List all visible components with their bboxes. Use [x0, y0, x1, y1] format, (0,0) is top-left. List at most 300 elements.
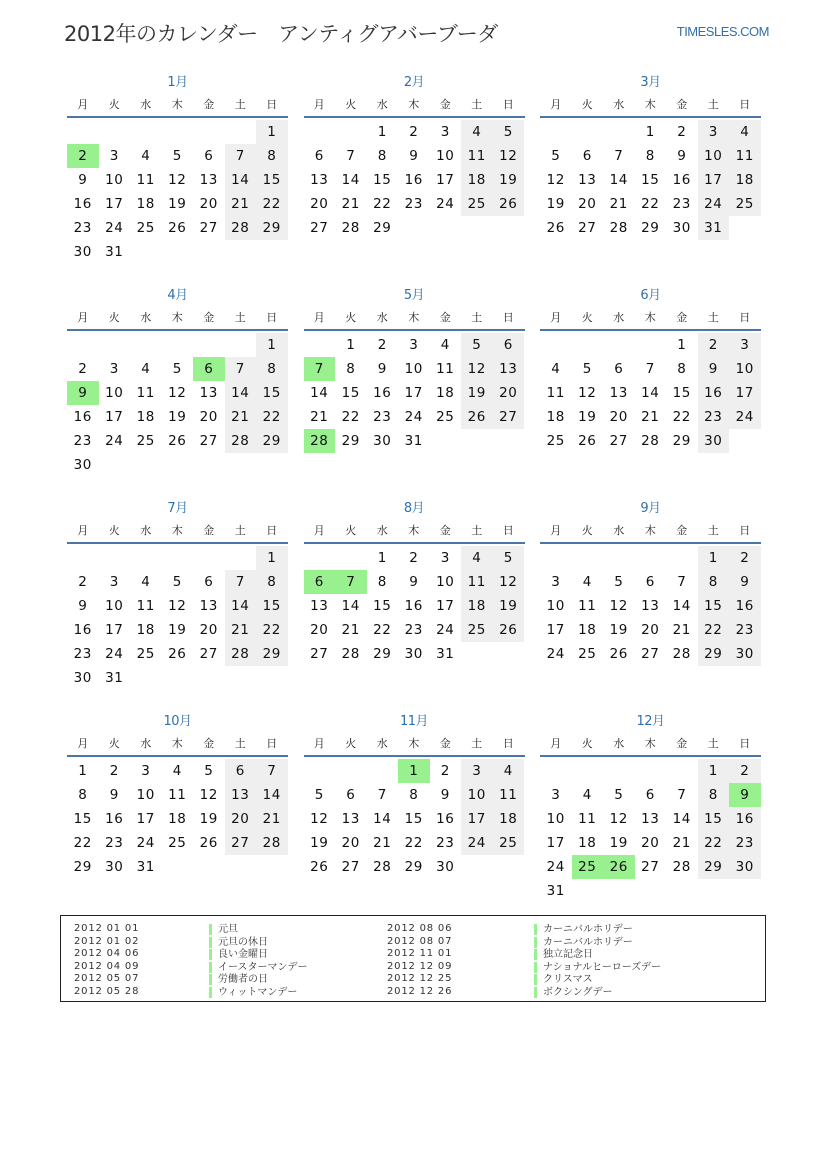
weekday-label: 日 [739, 737, 751, 750]
day-cell: 18 [493, 807, 525, 831]
day-grid [540, 546, 761, 666]
day-cell: 14 [609, 172, 628, 188]
day-cell: 30 [698, 429, 730, 453]
day-cell: 31 [105, 244, 124, 260]
day-cell: 11 [136, 172, 155, 188]
day-cell: 24 [105, 433, 124, 449]
month-calendar [540, 711, 761, 924]
day-cell: 5 [172, 148, 182, 164]
day-cell: 20 [641, 622, 660, 638]
day-cell: 12 [609, 598, 628, 614]
brand-logo-text[interactable]: TIMESLES.COM [676, 24, 769, 39]
day-cell: 25 [436, 409, 455, 425]
day-cell: 5 [493, 120, 525, 144]
weekday-label: 土 [707, 98, 719, 111]
day-cell: 12 [168, 172, 187, 188]
empty-cell [304, 546, 336, 570]
empty-cell [67, 333, 99, 357]
legend-row [74, 973, 414, 986]
day-cell: 10 [436, 148, 455, 164]
day-cell: 13 [578, 172, 597, 188]
day-cell: 31 [698, 216, 730, 240]
day-cell: 22 [256, 192, 288, 216]
legend-row [74, 961, 414, 974]
day-cell: 13 [225, 783, 257, 807]
day-cell: 25 [578, 646, 597, 662]
day-cell: 25 [168, 835, 187, 851]
day-cell: 6 [645, 787, 655, 803]
weekday-label: 金 [439, 98, 451, 111]
day-cell: 29 [341, 433, 360, 449]
day-cell: 7 [677, 787, 687, 803]
day-cell: 26 [578, 433, 597, 449]
day-cell: 16 [73, 409, 92, 425]
day-cell: 30 [436, 859, 455, 875]
weekday-label: 木 [408, 311, 420, 324]
day-cell: 7 [225, 357, 257, 381]
weekday-label: 木 [171, 311, 183, 324]
month-calendar [67, 285, 288, 498]
day-cell: 5 [614, 787, 624, 803]
day-cell: 26 [493, 192, 525, 216]
day-cell: 5 [461, 333, 493, 357]
weekday-label: 月 [77, 98, 89, 111]
day-cell: 12 [310, 811, 329, 827]
month-calendar [540, 285, 761, 498]
day-cell: 31 [546, 883, 565, 899]
day-cell: 21 [672, 622, 691, 638]
legend-row [387, 986, 727, 999]
day-cell: 13 [341, 811, 360, 827]
weekday-label: 火 [581, 737, 593, 750]
day-cell: 18 [136, 622, 155, 638]
holiday-day-cell: 7 [304, 357, 336, 381]
day-cell: 13 [310, 598, 329, 614]
holiday-name: 元旦の休日 [209, 937, 268, 948]
empty-cell [335, 120, 367, 144]
day-cell: 9 [440, 787, 450, 803]
day-cell: 27 [199, 220, 218, 236]
day-cell: 30 [73, 457, 92, 473]
weekday-label: 水 [613, 311, 625, 324]
day-cell: 16 [404, 172, 423, 188]
weekday-label: 金 [439, 524, 451, 537]
day-cell: 15 [641, 172, 660, 188]
day-cell: 24 [105, 646, 124, 662]
month-title: 9月 [640, 501, 661, 516]
day-cell: 30 [373, 433, 392, 449]
day-cell: 14 [341, 172, 360, 188]
month-title: 4月 [167, 288, 188, 303]
day-grid [67, 546, 288, 690]
day-cell: 20 [609, 409, 628, 425]
month-calendar [304, 285, 525, 498]
legend-row [387, 936, 727, 949]
weekday-header [67, 94, 288, 116]
weekday-label: 月 [550, 737, 562, 750]
weekday-label: 水 [140, 98, 152, 111]
day-cell: 20 [199, 622, 218, 638]
day-cell: 12 [168, 598, 187, 614]
day-cell: 22 [256, 618, 288, 642]
day-cell: 9 [409, 574, 419, 590]
empty-cell [162, 546, 194, 570]
day-cell: 16 [105, 811, 124, 827]
day-cell: 20 [225, 807, 257, 831]
day-cell: 29 [373, 646, 392, 662]
day-cell: 7 [614, 148, 624, 164]
empty-cell [99, 120, 131, 144]
weekday-label: 木 [644, 98, 656, 111]
day-cell: 16 [73, 196, 92, 212]
day-cell: 6 [225, 759, 257, 783]
weekday-label: 木 [644, 737, 656, 750]
day-cell: 15 [698, 807, 730, 831]
day-cell: 25 [136, 433, 155, 449]
day-cell: 27 [493, 405, 525, 429]
day-cell: 22 [373, 196, 392, 212]
day-cell: 24 [105, 220, 124, 236]
day-cell: 4 [461, 120, 493, 144]
day-cell: 20 [310, 622, 329, 638]
empty-cell [666, 546, 698, 570]
day-cell: 28 [672, 859, 691, 875]
day-cell: 23 [373, 409, 392, 425]
holiday-date: 2012 04 06 [74, 948, 140, 959]
day-cell: 1 [698, 546, 730, 570]
day-cell: 10 [546, 598, 565, 614]
day-cell: 18 [578, 622, 597, 638]
day-cell: 21 [609, 196, 628, 212]
day-cell: 19 [168, 409, 187, 425]
weekday-label: 水 [613, 524, 625, 537]
weekday-label: 金 [203, 524, 215, 537]
weekday-label: 日 [266, 737, 278, 750]
day-cell: 26 [310, 859, 329, 875]
day-grid [304, 120, 525, 240]
weekday-label: 木 [644, 311, 656, 324]
day-cell: 3 [551, 787, 561, 803]
weekday-label: 土 [471, 311, 483, 324]
day-cell: 22 [698, 618, 730, 642]
weekday-label: 土 [234, 98, 246, 111]
day-cell: 15 [404, 811, 423, 827]
day-cell: 12 [199, 787, 218, 803]
day-cell: 28 [341, 220, 360, 236]
weekday-label: 土 [707, 311, 719, 324]
empty-cell [540, 333, 572, 357]
weekday-label: 火 [108, 98, 120, 111]
day-cell: 15 [256, 594, 288, 618]
weekday-label: 月 [77, 311, 89, 324]
day-cell: 29 [698, 642, 730, 666]
day-cell: 2 [377, 337, 387, 353]
day-cell: 24 [436, 196, 455, 212]
day-cell: 16 [373, 385, 392, 401]
weekday-label: 土 [471, 737, 483, 750]
day-cell: 24 [729, 405, 761, 429]
day-cell: 18 [136, 196, 155, 212]
weekday-label: 月 [77, 737, 89, 750]
day-cell: 29 [256, 429, 288, 453]
month-title: 8月 [403, 501, 425, 516]
day-cell: 18 [578, 835, 597, 851]
day-cell: 24 [546, 646, 565, 662]
month-calendar [304, 711, 525, 924]
weekday-label: 月 [313, 737, 325, 750]
day-cell: 30 [729, 855, 761, 879]
holiday-day-cell: 7 [335, 570, 367, 594]
day-cell: 15 [373, 172, 392, 188]
day-cell: 10 [698, 144, 730, 168]
day-cell: 12 [168, 385, 187, 401]
empty-cell [130, 546, 162, 570]
day-cell: 15 [373, 598, 392, 614]
weekday-header [67, 733, 288, 755]
day-cell: 7 [677, 574, 687, 590]
empty-cell [193, 333, 225, 357]
weekday-label: 火 [108, 524, 120, 537]
day-cell: 25 [136, 646, 155, 662]
empty-cell [162, 333, 194, 357]
day-cell: 5 [204, 763, 214, 779]
day-cell: 22 [698, 831, 730, 855]
day-cell: 3 [729, 333, 761, 357]
day-cell: 2 [729, 759, 761, 783]
empty-cell [162, 120, 194, 144]
day-cell: 27 [199, 646, 218, 662]
day-cell: 18 [461, 168, 493, 192]
holiday-day-cell: 6 [193, 357, 225, 381]
day-cell: 11 [168, 787, 187, 803]
day-cell: 10 [105, 385, 124, 401]
weekday-label: 日 [266, 98, 278, 111]
day-cell: 12 [609, 811, 628, 827]
day-cell: 3 [109, 574, 119, 590]
empty-cell [225, 333, 257, 357]
day-cell: 12 [546, 172, 565, 188]
empty-cell [67, 120, 99, 144]
holiday-date: 2012 12 26 [387, 985, 453, 997]
day-cell: 9 [409, 148, 419, 164]
day-cell: 10 [461, 783, 493, 807]
day-cell: 25 [461, 192, 493, 216]
day-cell: 17 [136, 811, 155, 827]
holiday-name: カーニバルホリデー [534, 937, 633, 948]
weekday-header [540, 94, 761, 116]
day-cell: 4 [141, 148, 151, 164]
holiday-date: 2012 04 09 [74, 960, 140, 972]
day-cell: 1 [78, 763, 88, 779]
weekday-label: 木 [171, 98, 183, 111]
holiday-date: 2012 12 25 [387, 973, 453, 984]
day-cell: 3 [440, 550, 450, 566]
day-cell: 22 [73, 835, 92, 851]
day-cell: 24 [461, 831, 493, 855]
day-cell: 26 [461, 405, 493, 429]
day-cell: 13 [493, 357, 525, 381]
day-cell: 25 [493, 831, 525, 855]
weekday-label: 水 [140, 524, 152, 537]
day-cell: 7 [256, 759, 288, 783]
day-cell: 23 [729, 618, 761, 642]
weekday-label: 水 [613, 98, 625, 111]
holiday-name: ウィットマンデー [209, 987, 297, 998]
day-cell: 1 [698, 759, 730, 783]
weekday-label: 火 [581, 98, 593, 111]
day-cell: 17 [436, 172, 455, 188]
weekday-label: 月 [550, 524, 562, 537]
day-cell: 5 [172, 361, 182, 377]
day-cell: 9 [377, 361, 387, 377]
day-cell: 1 [645, 124, 655, 140]
day-cell: 18 [168, 811, 187, 827]
weekday-label: 水 [140, 737, 152, 750]
day-cell: 30 [73, 670, 92, 686]
header-rule [540, 116, 761, 118]
day-cell: 10 [729, 357, 761, 381]
day-cell: 16 [73, 622, 92, 638]
day-cell: 26 [168, 646, 187, 662]
empty-cell [540, 546, 572, 570]
weekday-label: 木 [644, 524, 656, 537]
weekday-label: 日 [502, 737, 514, 750]
day-cell: 9 [109, 787, 119, 803]
day-cell: 13 [641, 811, 660, 827]
day-cell: 11 [546, 385, 565, 401]
day-cell: 19 [461, 381, 493, 405]
legend-row [387, 973, 727, 986]
day-cell: 19 [310, 835, 329, 851]
day-cell: 1 [346, 337, 356, 353]
weekday-label: 火 [581, 524, 593, 537]
day-cell: 1 [677, 337, 687, 353]
day-cell: 29 [256, 642, 288, 666]
empty-cell [603, 333, 635, 357]
day-cell: 6 [346, 787, 356, 803]
weekday-label: 水 [376, 524, 388, 537]
holiday-name: 労働者の日 [209, 974, 268, 985]
weekday-label: 水 [376, 311, 388, 324]
day-cell: 23 [404, 622, 423, 638]
weekday-label: 火 [108, 737, 120, 750]
day-cell: 23 [73, 646, 92, 662]
month-calendar [67, 72, 288, 285]
month-title: 2月 [403, 75, 425, 90]
day-cell: 19 [609, 835, 628, 851]
day-cell: 25 [729, 192, 761, 216]
day-cell: 17 [105, 196, 124, 212]
day-cell: 27 [225, 831, 257, 855]
day-cell: 15 [341, 385, 360, 401]
day-cell: 11 [461, 570, 493, 594]
day-cell: 22 [256, 405, 288, 429]
weekday-label: 土 [234, 524, 246, 537]
day-cell: 23 [73, 220, 92, 236]
weekday-header [540, 520, 761, 542]
weekday-label: 土 [471, 524, 483, 537]
weekday-label: 土 [707, 524, 719, 537]
day-cell: 16 [404, 598, 423, 614]
day-cell: 16 [729, 807, 761, 831]
day-grid [304, 333, 525, 453]
months-grid [67, 72, 761, 924]
weekday-label: 日 [266, 311, 278, 324]
holiday-name: 良い金曜日 [209, 949, 268, 960]
day-cell: 27 [609, 433, 628, 449]
day-cell: 14 [341, 598, 360, 614]
month-title: 6月 [640, 288, 661, 303]
day-cell: 14 [672, 811, 691, 827]
month-title: 12月 [636, 714, 665, 729]
holiday-date: 2012 01 02 [74, 935, 140, 947]
day-cell: 23 [404, 196, 423, 212]
day-cell: 13 [310, 172, 329, 188]
weekday-label: 火 [345, 737, 357, 750]
day-cell: 3 [141, 763, 151, 779]
holiday-name: カーニバルホリデー [534, 924, 633, 935]
day-cell: 5 [314, 787, 324, 803]
holiday-name: ボクシングデー [534, 987, 613, 998]
day-cell: 23 [105, 835, 124, 851]
weekday-label: 金 [676, 98, 688, 111]
day-cell: 19 [199, 811, 218, 827]
weekday-header [304, 94, 525, 116]
day-cell: 2 [698, 333, 730, 357]
day-cell: 2 [109, 763, 119, 779]
day-cell: 27 [641, 646, 660, 662]
empty-cell [603, 546, 635, 570]
day-cell: 8 [645, 148, 655, 164]
weekday-label: 土 [471, 98, 483, 111]
day-cell: 17 [698, 168, 730, 192]
day-cell: 7 [346, 148, 356, 164]
day-cell: 25 [136, 220, 155, 236]
day-cell: 14 [225, 168, 257, 192]
holiday-name: イースターマンデー [209, 962, 308, 973]
weekday-label: 金 [676, 737, 688, 750]
day-cell: 19 [578, 409, 597, 425]
day-cell: 8 [256, 357, 288, 381]
legend-row [74, 936, 414, 949]
header-rule [304, 116, 525, 118]
day-cell: 11 [729, 144, 761, 168]
day-cell: 8 [698, 570, 730, 594]
day-cell: 20 [199, 196, 218, 212]
day-cell: 20 [341, 835, 360, 851]
day-cell: 26 [609, 646, 628, 662]
day-cell: 4 [551, 361, 561, 377]
legend-row [387, 923, 727, 936]
weekday-header [67, 520, 288, 542]
day-cell: 30 [672, 220, 691, 236]
day-cell: 5 [172, 574, 182, 590]
weekday-label: 金 [203, 311, 215, 324]
weekday-label: 水 [376, 737, 388, 750]
day-cell: 19 [168, 196, 187, 212]
day-cell: 21 [310, 409, 329, 425]
day-cell: 26 [546, 220, 565, 236]
day-cell: 2 [729, 546, 761, 570]
day-cell: 11 [461, 144, 493, 168]
day-cell: 4 [493, 759, 525, 783]
day-cell: 12 [461, 357, 493, 381]
day-cell: 3 [109, 148, 119, 164]
day-cell: 1 [256, 333, 288, 357]
weekday-label: 金 [203, 737, 215, 750]
empty-cell [635, 333, 667, 357]
weekday-header [304, 307, 525, 329]
